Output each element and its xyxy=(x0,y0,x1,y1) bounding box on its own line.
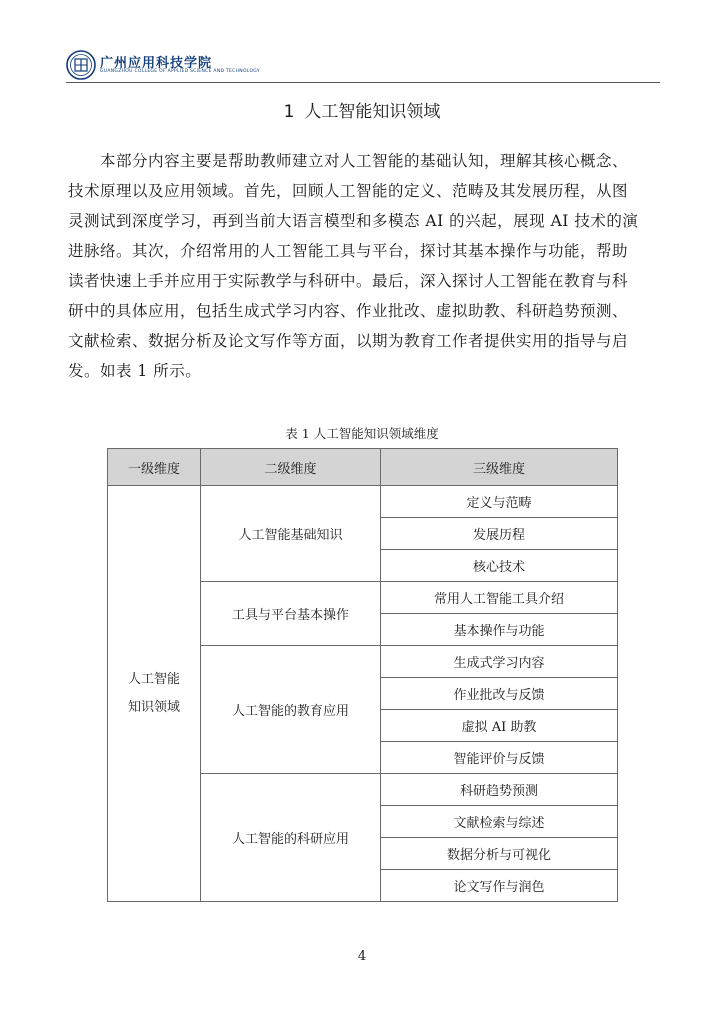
level3-cell: 核心技术 xyxy=(381,550,618,582)
section-title xyxy=(0,97,724,122)
dimension-table xyxy=(107,448,618,902)
paragraph-line: 灵测试到深度学习，再到当前大语言模型和多模态 AI 的兴起，展现 AI 技术的演 xyxy=(68,212,639,230)
level1-cell xyxy=(108,486,201,902)
level3-cell: 作业批改与反馈 xyxy=(381,678,618,710)
level3-cell: 虚拟 AI 助教 xyxy=(381,710,618,742)
level3-cell: 定义与范畴 xyxy=(381,486,618,518)
level2-cell: 人工智能的科研应用 xyxy=(201,774,381,902)
header-divider xyxy=(66,82,660,83)
level3-cell: 基本操作与功能 xyxy=(381,614,618,646)
level3-cell: 文献检索与综述 xyxy=(381,806,618,838)
level3-cell: 论文写作与润色 xyxy=(381,870,618,902)
paragraph-line: 技术原理以及应用领域。首先，回顾人工智能的定义、范畴及其发展历程，从图 xyxy=(68,182,629,200)
paragraph-line: 发。如表 1 所示。 xyxy=(68,362,202,380)
paragraph-line: 文献检索、数据分析及论文写作等方面，以期为教育工作者提供实用的指导与启 xyxy=(68,332,629,350)
table-header-row xyxy=(108,449,618,486)
paragraph-line: 研中的具体应用，包括生成式学习内容、作业批改、虚拟助教、科研趋势预测、 xyxy=(68,302,629,320)
table-row xyxy=(108,486,618,518)
section-title-text: 人工智能知识领域 xyxy=(304,102,441,122)
level3-cell: 智能评价与反馈 xyxy=(381,742,618,774)
paragraph-line: 进脉络。其次，介绍常用的人工智能工具与平台，探讨其基本操作与功能，帮助 xyxy=(68,242,629,260)
header-level1: 一级维度 xyxy=(108,449,201,486)
level2-cell: 人工智能基础知识 xyxy=(201,486,381,582)
institution-name-en: GUANGZHOU COLLEGE OF APPLIED SCIENCE AND TECHNOLOGY xyxy=(100,69,260,74)
level3-cell: 数据分析与可视化 xyxy=(381,838,618,870)
page-number: 4 xyxy=(357,949,367,964)
level3-cell: 发展历程 xyxy=(381,518,618,550)
page-header xyxy=(66,48,660,84)
table-caption: 表 1 人工智能知识领域维度 xyxy=(285,426,439,441)
level2-cell: 工具与平台基本操作 xyxy=(201,582,381,646)
body-paragraph xyxy=(68,146,658,386)
level1-text: 人工智能 xyxy=(127,671,180,687)
level2-cell: 人工智能的教育应用 xyxy=(201,646,381,774)
level1-text: 知识领域 xyxy=(127,699,180,715)
section-number: 1 xyxy=(283,102,295,122)
header-level3: 三级维度 xyxy=(381,449,618,486)
level3-cell: 科研趋势预测 xyxy=(381,774,618,806)
institution-name: 广州应用科技学院 xyxy=(100,56,213,71)
college-seal-icon xyxy=(66,50,96,80)
paragraph-line: 本部分内容主要是帮助教师建立对人工智能的基础认知，理解其核心概念、 xyxy=(100,152,629,170)
level3-cell: 常用人工智能工具介绍 xyxy=(381,582,618,614)
paragraph-line: 读者快速上手并应用于实际教学与科研中。最后，深入探讨人工智能在教育与科 xyxy=(68,272,629,290)
level3-cell: 生成式学习内容 xyxy=(381,646,618,678)
header-level2: 二级维度 xyxy=(201,449,381,486)
